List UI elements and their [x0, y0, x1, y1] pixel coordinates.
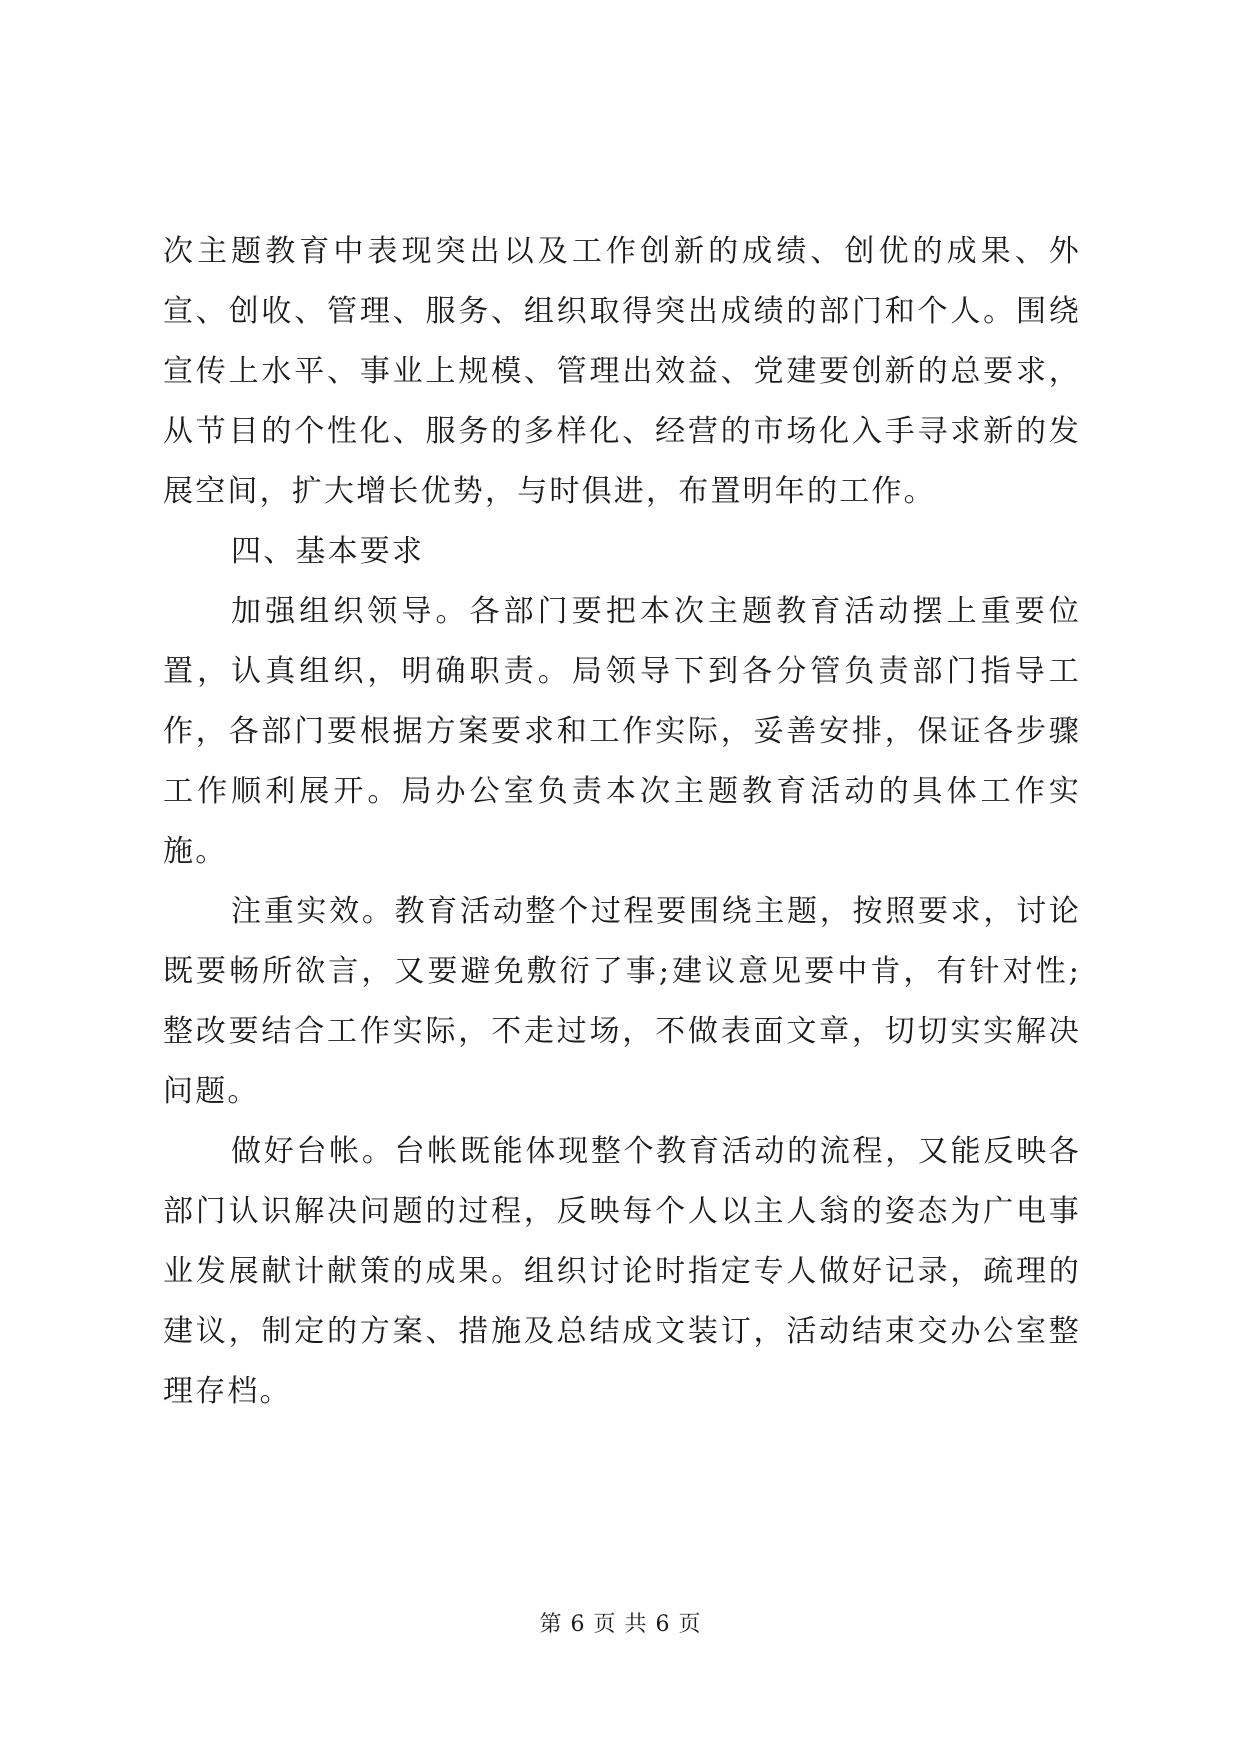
paragraph-ledger-records: 做好台帐。台帐既能体现整个教育活动的流程，又能反映各部门认识解决问题的过程，反映每个人以主人翁的姿态为广电事业发展献计献策的成果。组织讨论时指定专人做好记录，疏理的建议，制定的方案、措施及总结成文装订，活动结束交办公室整理存档。 [163, 1134, 1081, 1409]
paragraph-practical-effect: 注重实效。教育活动整个过程要围绕主题，按照要求，讨论既要畅所欲言，又要避免敷衍了事;建议意见要中肯，有针对性;整改要结合工作实际，不走过场，不做表面文章，切切实实解决问题。 [163, 894, 1081, 1109]
paragraph-continuation: 次主题教育中表现突出以及工作创新的成绩、创优的成果、外宣、创收、管理、服务、组织取得突出成绩的部门和个人。围绕宣传上水平、事业上规模、管理出效益、党建要创新的总要求，从节目的个性化、服务的多样化、经营的市场化入手寻求新的发展空间，扩大增长优势，与时俱进，布置明年的工作。 [163, 234, 1081, 509]
paragraph-organization-leadership: 加强组织领导。各部门要把本次主题教育活动摆上重要位置，认真组织，明确职责。局领导下到各分管负责部门指导工作，各部门要根据方案要求和工作实际，妥善安排，保证各步骤工作顺利展开。局办公室负责本次主题教育活动的具体工作实施。 [163, 594, 1081, 869]
page-number-footer: 第 6 页 共 6 页 [539, 1612, 702, 1637]
section-heading-basic-requirements: 四、基本要求 [231, 534, 425, 569]
document-body [163, 222, 1081, 1422]
